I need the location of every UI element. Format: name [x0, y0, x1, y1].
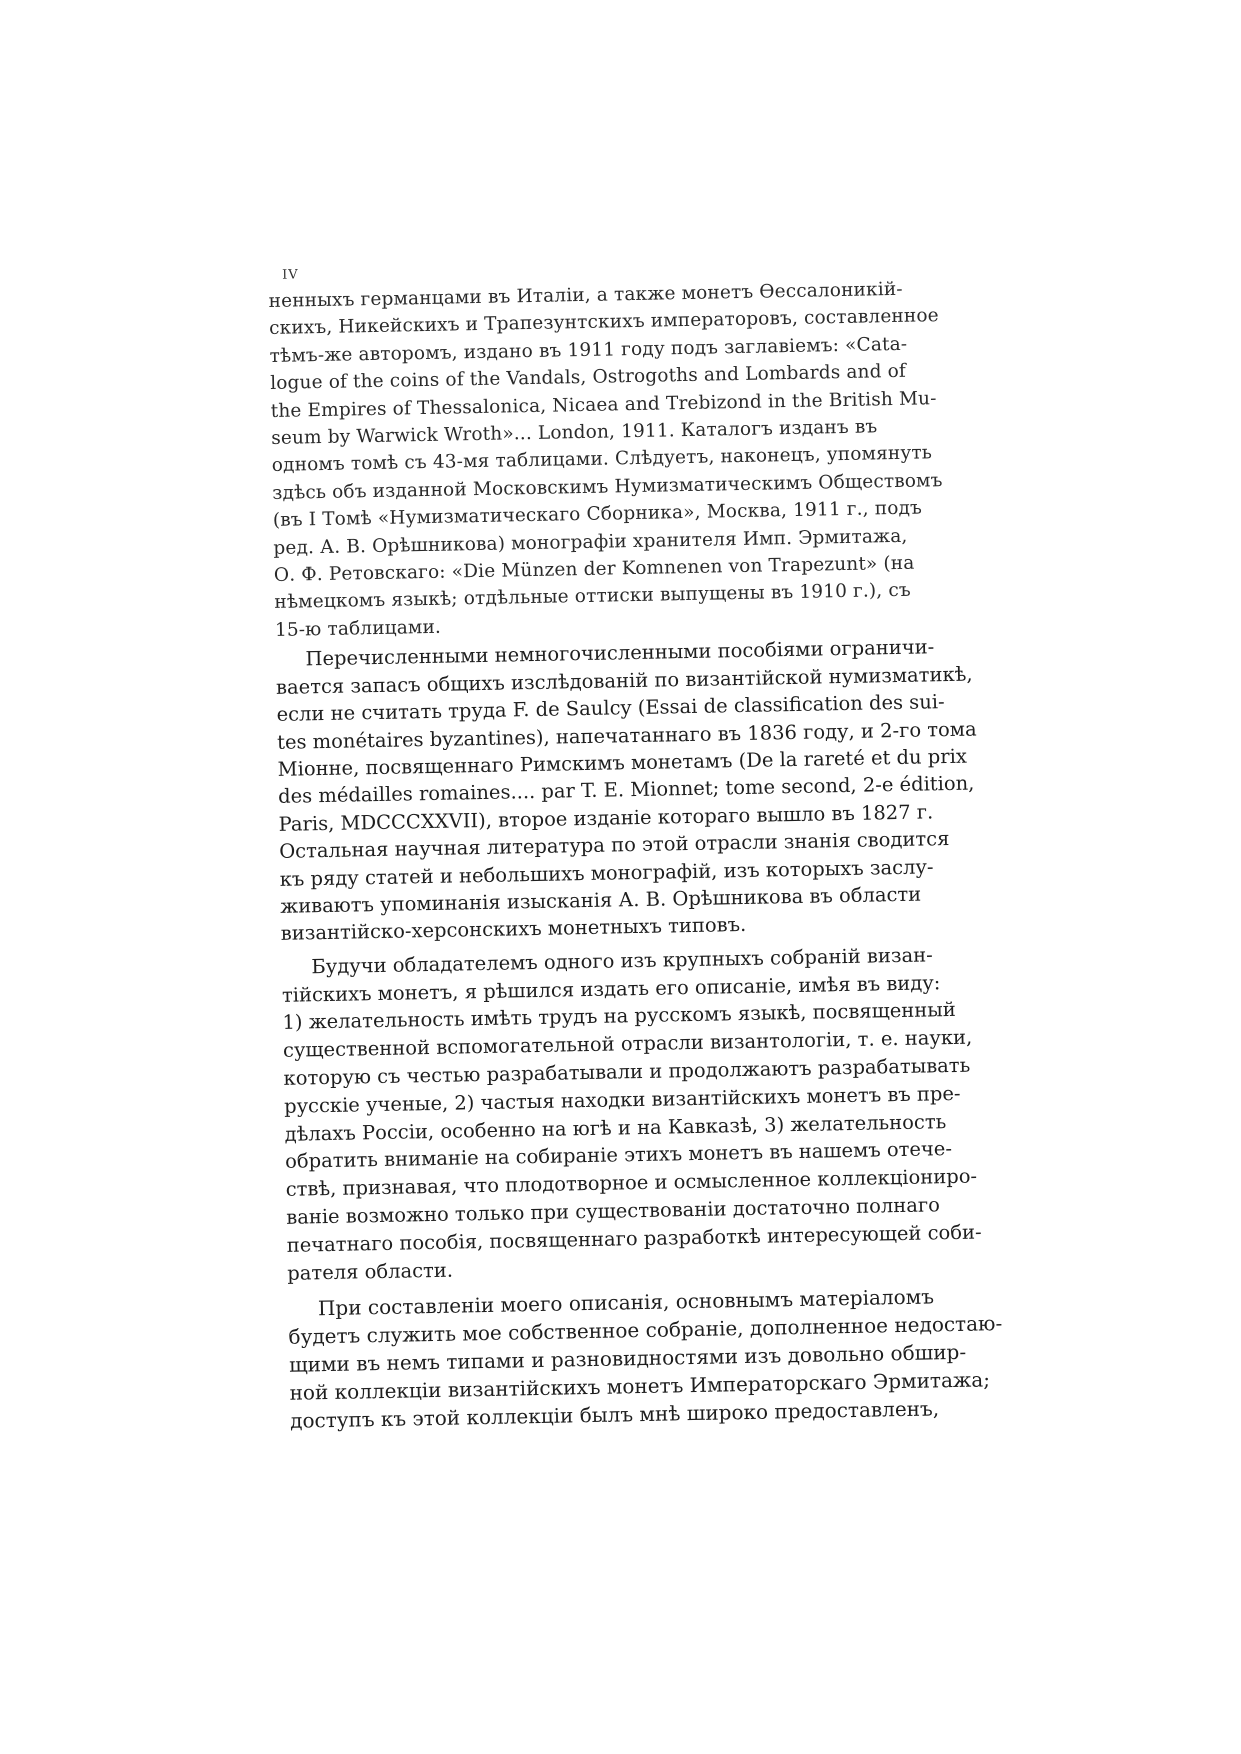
text-line: ной коллекціи византійскихъ монетъ Императорскаго Эрмитажа;: [289, 1367, 991, 1406]
text-line: доступъ къ этой коллекціи былъ мнѣ широко предоставленъ,: [289, 1396, 940, 1434]
text-line: здѣсь объ изданной Московскимъ Нумизматическимъ Обществомъ: [272, 469, 943, 504]
text-line: щими въ немъ типами и разновидностями изъ довольно обшир-: [288, 1340, 967, 1378]
text-line: 1) желательность имѣть трудъ на русскомъ языкѣ, посвященный: [282, 998, 957, 1035]
paragraph-author-motivation: [281, 940, 987, 1287]
text-line: скихъ, Никейскихъ и Трапезунтскихъ императоровъ, составленное: [268, 305, 939, 340]
text-line: Остальная научная литература по этой отрасли знанія сводится: [278, 827, 950, 864]
text-line: ненныхъ германцами въ Италіи, а также монетъ Ѳессалоникій-: [268, 278, 903, 312]
paragraph-literature-overview: [275, 633, 981, 948]
text-line: logue of the coins of the Vandals, Ostrogoths and Lombards and of: [270, 360, 907, 395]
text-line: О. Ф. Ретовскаго: «Die Münzen der Komnenen von Trapezunt» (на: [273, 552, 915, 587]
text-line: одномъ томѣ съ 43-мя таблицами. Слѣдуетъ, наконецъ, упомянуть: [271, 442, 933, 477]
text-line: Paris, MDCCCXXVII), второе изданіе котораго вышло въ 1827 г.: [278, 800, 934, 836]
text-line: вается запасъ общихъ изслѣдованій по византійской нумизматикѣ,: [275, 662, 973, 699]
page-text-block: [268, 255, 1003, 1436]
text-line: Перечисленными немногочисленными пособіями ограничи-: [305, 635, 935, 671]
text-line: тійскихъ монетъ, я рѣшился издать его описаніе, имѣя въ виду:: [281, 970, 941, 1007]
text-line: Міонне, посвященнаго Римскимъ монетамъ (De la rareté et du prix: [277, 744, 968, 781]
text-line: если не считать труда F. de Saulcy (Essai de classification des sui-: [276, 690, 945, 727]
paragraph-catalogue-description: [268, 275, 975, 645]
text-line: the Empires of Thessalonica, Nicaea and Trebizond in the British Mu-: [270, 387, 937, 422]
paragraph-description-sources: [288, 1282, 1003, 1435]
text-line: которую съ честью разрабатывали и продолжаютъ разрабатывать: [283, 1053, 971, 1090]
text-line: des médailles romaines.... par T. E. Mionnet; tome second, 2-e édition,: [277, 771, 975, 809]
text-line: нѣмецкомъ языкѣ; отдѣльные оттиски выпущены въ 1910 г.), съ: [274, 580, 911, 614]
text-line: русскіе ученые, 2) частыя находки византійскихъ монетъ въ пре-: [283, 1081, 961, 1118]
text-line: tes monétaires byzantines), напечатаннаго въ 1836 году, и 2-го тома: [276, 716, 977, 754]
text-line: ред. А. В. Орѣшникова) монографіи хранителя Имп. Эрмитажа,: [273, 525, 908, 559]
text-line: къ ряду статей и небольшихъ монографій, изъ которыхъ заслу-: [279, 854, 934, 891]
text-line: seum by Warwick Wroth»... London, 1911. Каталогъ изданъ въ: [271, 416, 878, 449]
text-line: живаютъ упоминанія изысканія А. В. Орѣшникова въ области: [280, 882, 922, 918]
text-line: (въ I Томѣ «Нумизматическаго Сборника», Москва, 1911 г., подъ: [272, 497, 923, 532]
text-line: дѣлахъ Россіи, особенно на югѣ и на Кавказѣ, 3) желательность: [284, 1109, 947, 1146]
text-line: обратить вниманіе на собираніе этихъ монетъ въ нашемъ отече-: [284, 1137, 953, 1174]
text-line: существенной вспомогательной отрасли византологіи, т. е. науки,: [282, 1025, 973, 1062]
text-line: рателя области.: [287, 1258, 454, 1285]
page-number: IV: [281, 267, 299, 283]
text-line: ваніе возможно только при существованіи достаточно полнаго: [286, 1193, 941, 1229]
text-line: 15-ю таблицами.: [274, 616, 442, 641]
text-line: византійско-херсонскихъ монетныхъ типовъ.: [280, 913, 747, 946]
text-line: При составленіи моего описанія, основнымъ матеріаломъ: [317, 1284, 935, 1321]
text-line: тѣмъ-же авторомъ, издано въ 1911 году подъ заглавіемъ: «Cata-: [269, 333, 908, 367]
text-line: будетъ служить мое собственное собраніе, дополненное недостаю-: [288, 1311, 1003, 1350]
text-line: печатнаго пособія, посвященнаго разработкѣ интересующей соби-: [286, 1220, 982, 1257]
text-line: Будучи обладателемъ одного изъ крупныхъ собраній визан-: [311, 943, 933, 979]
text-line: ствѣ, признавая, что плодотворное и осмысленное коллекціониро-: [285, 1164, 978, 1201]
